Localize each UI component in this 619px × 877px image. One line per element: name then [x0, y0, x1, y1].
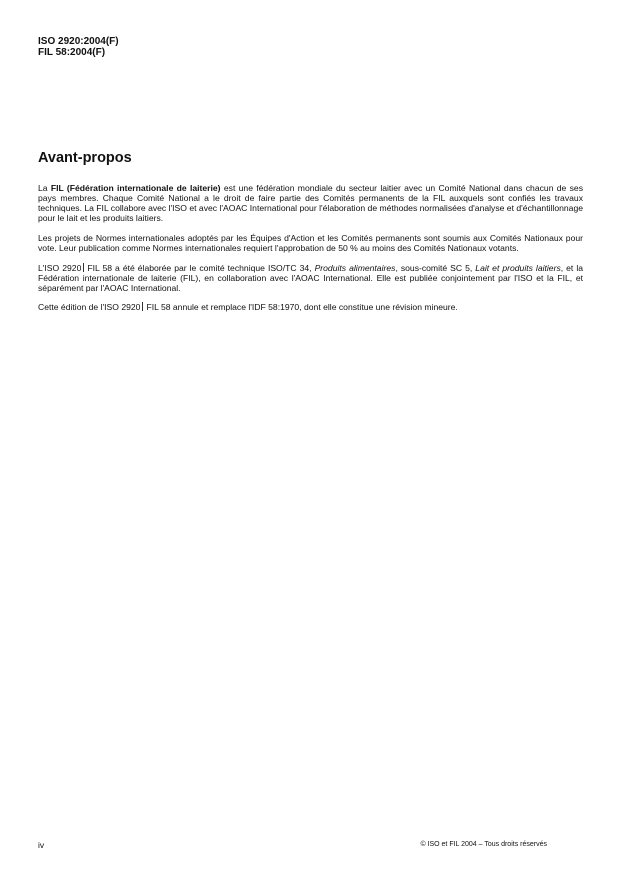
italic-text: Lait et produits laitiers — [475, 262, 561, 273]
paragraph-edition — [38, 302, 583, 312]
separator — [142, 302, 143, 311]
paragraph-fil-intro — [38, 183, 583, 223]
paragraph-prepared-by — [38, 263, 583, 293]
paragraph-voting: Les projets de Normes internationales adoptés par les Équipes d'Action et les Comités permanents sont soumis aux Comités Nationaux pour vote. Leur publication comme Normes internationales requiert l'approbation de 50 % au moins des Comités Nationaux votants. — [38, 232, 583, 253]
text: Cette édition de l'ISO 2920 — [38, 302, 141, 313]
bold-text: FIL (Fédération internationale de laiterie) — [50, 183, 221, 193]
page-number: iv — [38, 840, 45, 850]
text: FIL 58 a été élaborée par le comité technique ISO/TC 34, — [87, 262, 315, 273]
text: L'ISO 2920 — [38, 262, 82, 273]
text: est une fédération mondiale du secteur laitier avec un Comité National dans chacun de ses pays membres. Chaque Comité National a le droit de faire partie des Comités permanents de la FIL auxquels sont confiés les travaux techniques. La FIL collabore avec l'ISO et avec l'AOAC International pour l'élaboration de méthodes normalisées d'analyse et d'échantillonnage pour le lait et les produits laitiers. — [38, 183, 584, 224]
standard-number-fil: FIL 58:2004(F) — [38, 46, 106, 58]
copyright-notice: © ISO et FIL 2004 – Tous droits réservés — [420, 841, 547, 848]
text: FIL 58 annule et remplace l'IDF 58:1970, dont elle constitue une révision mineure. — [146, 302, 458, 313]
italic-text: Produits alimentaires — [314, 262, 396, 273]
document-header — [38, 37, 119, 58]
separator — [83, 263, 84, 272]
standard-number-iso: ISO 2920:2004(F) — [38, 36, 119, 47]
text: La — [38, 183, 51, 193]
document-body — [38, 183, 583, 322]
section-title: Avant-propos — [38, 150, 132, 166]
text: , sous-comité SC 5, — [395, 262, 476, 273]
text: , et la Fédération internationale de laiterie (FIL), en collaboration avec l'AOAC International. Elle est publiée conjointement par l'ISO et la FIL, et séparément par l'AOAC International. — [38, 262, 584, 293]
